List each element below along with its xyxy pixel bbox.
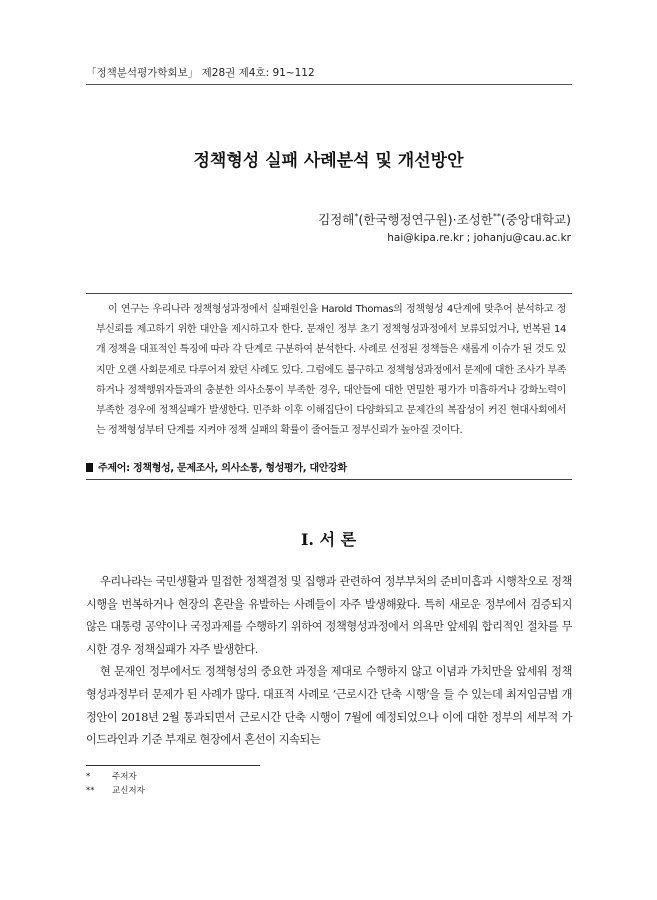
- author-emails: hai@kipa.re.kr ; johanju@cau.ac.kr: [387, 232, 571, 244]
- author-2-name: 조성한: [456, 212, 493, 227]
- footnote-divider: [86, 765, 260, 766]
- author-line: [318, 210, 571, 228]
- footnote-text: 교신저자: [112, 786, 145, 796]
- header-divider: [86, 84, 572, 85]
- body-paragraph: 우리나라는 국민생활과 밀접한 정책결정 및 집행과 관련하여 정부부처의 준비미흡과 시행착오로 정책시행을 번복하거나 현장의 혼란을 유발하는 사례들이 자주 발생해왔다. 특히 새로운 정부에서 검증되지 않은 대통령 공약이나 국정과제를 수행하기 위하여 정책형성과정에서 의욕만 앞세워 합리적인 절차를 무시한 경우 정책실패가 자주 발생한다.: [86, 575, 572, 656]
- abstract-bottom-rule: [86, 479, 572, 480]
- author-separator: ·: [452, 212, 457, 227]
- section-heading: Ⅰ. 서 론: [300, 530, 357, 549]
- body-paragraph: 현 문재인 정부에서도 정책형성의 중요한 과정을 제대로 수행하지 않고 이념과 가치만을 앞세워 정책형성과정부터 문제가 된 사례가 많다. 대표적 사례로 ‘근로시간 단축 시행’을 들 수 있는데 최저임금법 개정안이 2018년 2월 통과되면서 근로시간 단축 시행이 7월에 예정되었으나 이에 대한 정부의 세부적 가이드라인과 기준 부재로 현장에서 혼선이 지속되는: [86, 665, 572, 747]
- abstract-text: 이 연구는 우리나라 정책형성과정에서 실패원인을 Harold Thomas의 정책형성 4단계에 맞추어 분석하고 정부신뢰를 제고하기 위한 대안을 제시하고자 한다. 문재인 정부 초기 정책형성과정에서 보류되었거나, 번복된 14개 정책을 대표적인 특징에 따라 각 단계로 구분하여 분석한다. 사례로 선정된 정책들은 새롭게 이슈가 된 것도 있지만 오랜 사회문제로 다루어져 왔던 사례도 있다. 그럼에도 불구하고 정책형성과정에서 문제에 대한 조사가 부족하거나 정책행위자들과의 충분한 의사소통이 부족한 경우, 대안들에 대한 면밀한 평가가 미흡하거나 강화노력이 부족한 경우에 정책실패가 발생한다. 민주화 이후 이해집단이 다양화되고 문제간의 복잡성이 커진 현대사회에서는 정책형성부터 단계를 지켜야 정책 실패의 확률이 줄어들고 정부신뢰가 높아질 것이다.: [96, 304, 566, 437]
- footnote-text: 주저자: [112, 772, 137, 782]
- keywords-line: [86, 459, 347, 474]
- footnotes: [86, 770, 145, 798]
- footnote-mark: *: [86, 772, 91, 782]
- keywords-label: 주제어:: [98, 463, 130, 474]
- author-1-affiliation: (한국행정연구원): [358, 212, 453, 227]
- keyword-bullet-icon: [86, 463, 93, 472]
- abstract-top-rule: [86, 293, 572, 294]
- paper-title: 정책형성 실패 사례분석 및 개선방안: [193, 151, 464, 171]
- author-1-mark: *: [354, 211, 359, 221]
- author-1-name: 김정해: [318, 212, 355, 227]
- footnote-item: [86, 770, 145, 784]
- abstract: [96, 300, 566, 441]
- author-2-affiliation: (중앙대학교): [500, 212, 571, 227]
- author-2-mark: **: [492, 211, 501, 221]
- footnote-mark: **: [86, 786, 95, 796]
- footnote-item: [86, 784, 145, 798]
- body-text: [86, 571, 572, 752]
- keywords-list: 정책형성, 문제조사, 의사소통, 형성평가, 대안강화: [132, 463, 347, 474]
- running-head: 「정책분석평가학회보」 제28권 제4호: 91~112: [86, 67, 315, 79]
